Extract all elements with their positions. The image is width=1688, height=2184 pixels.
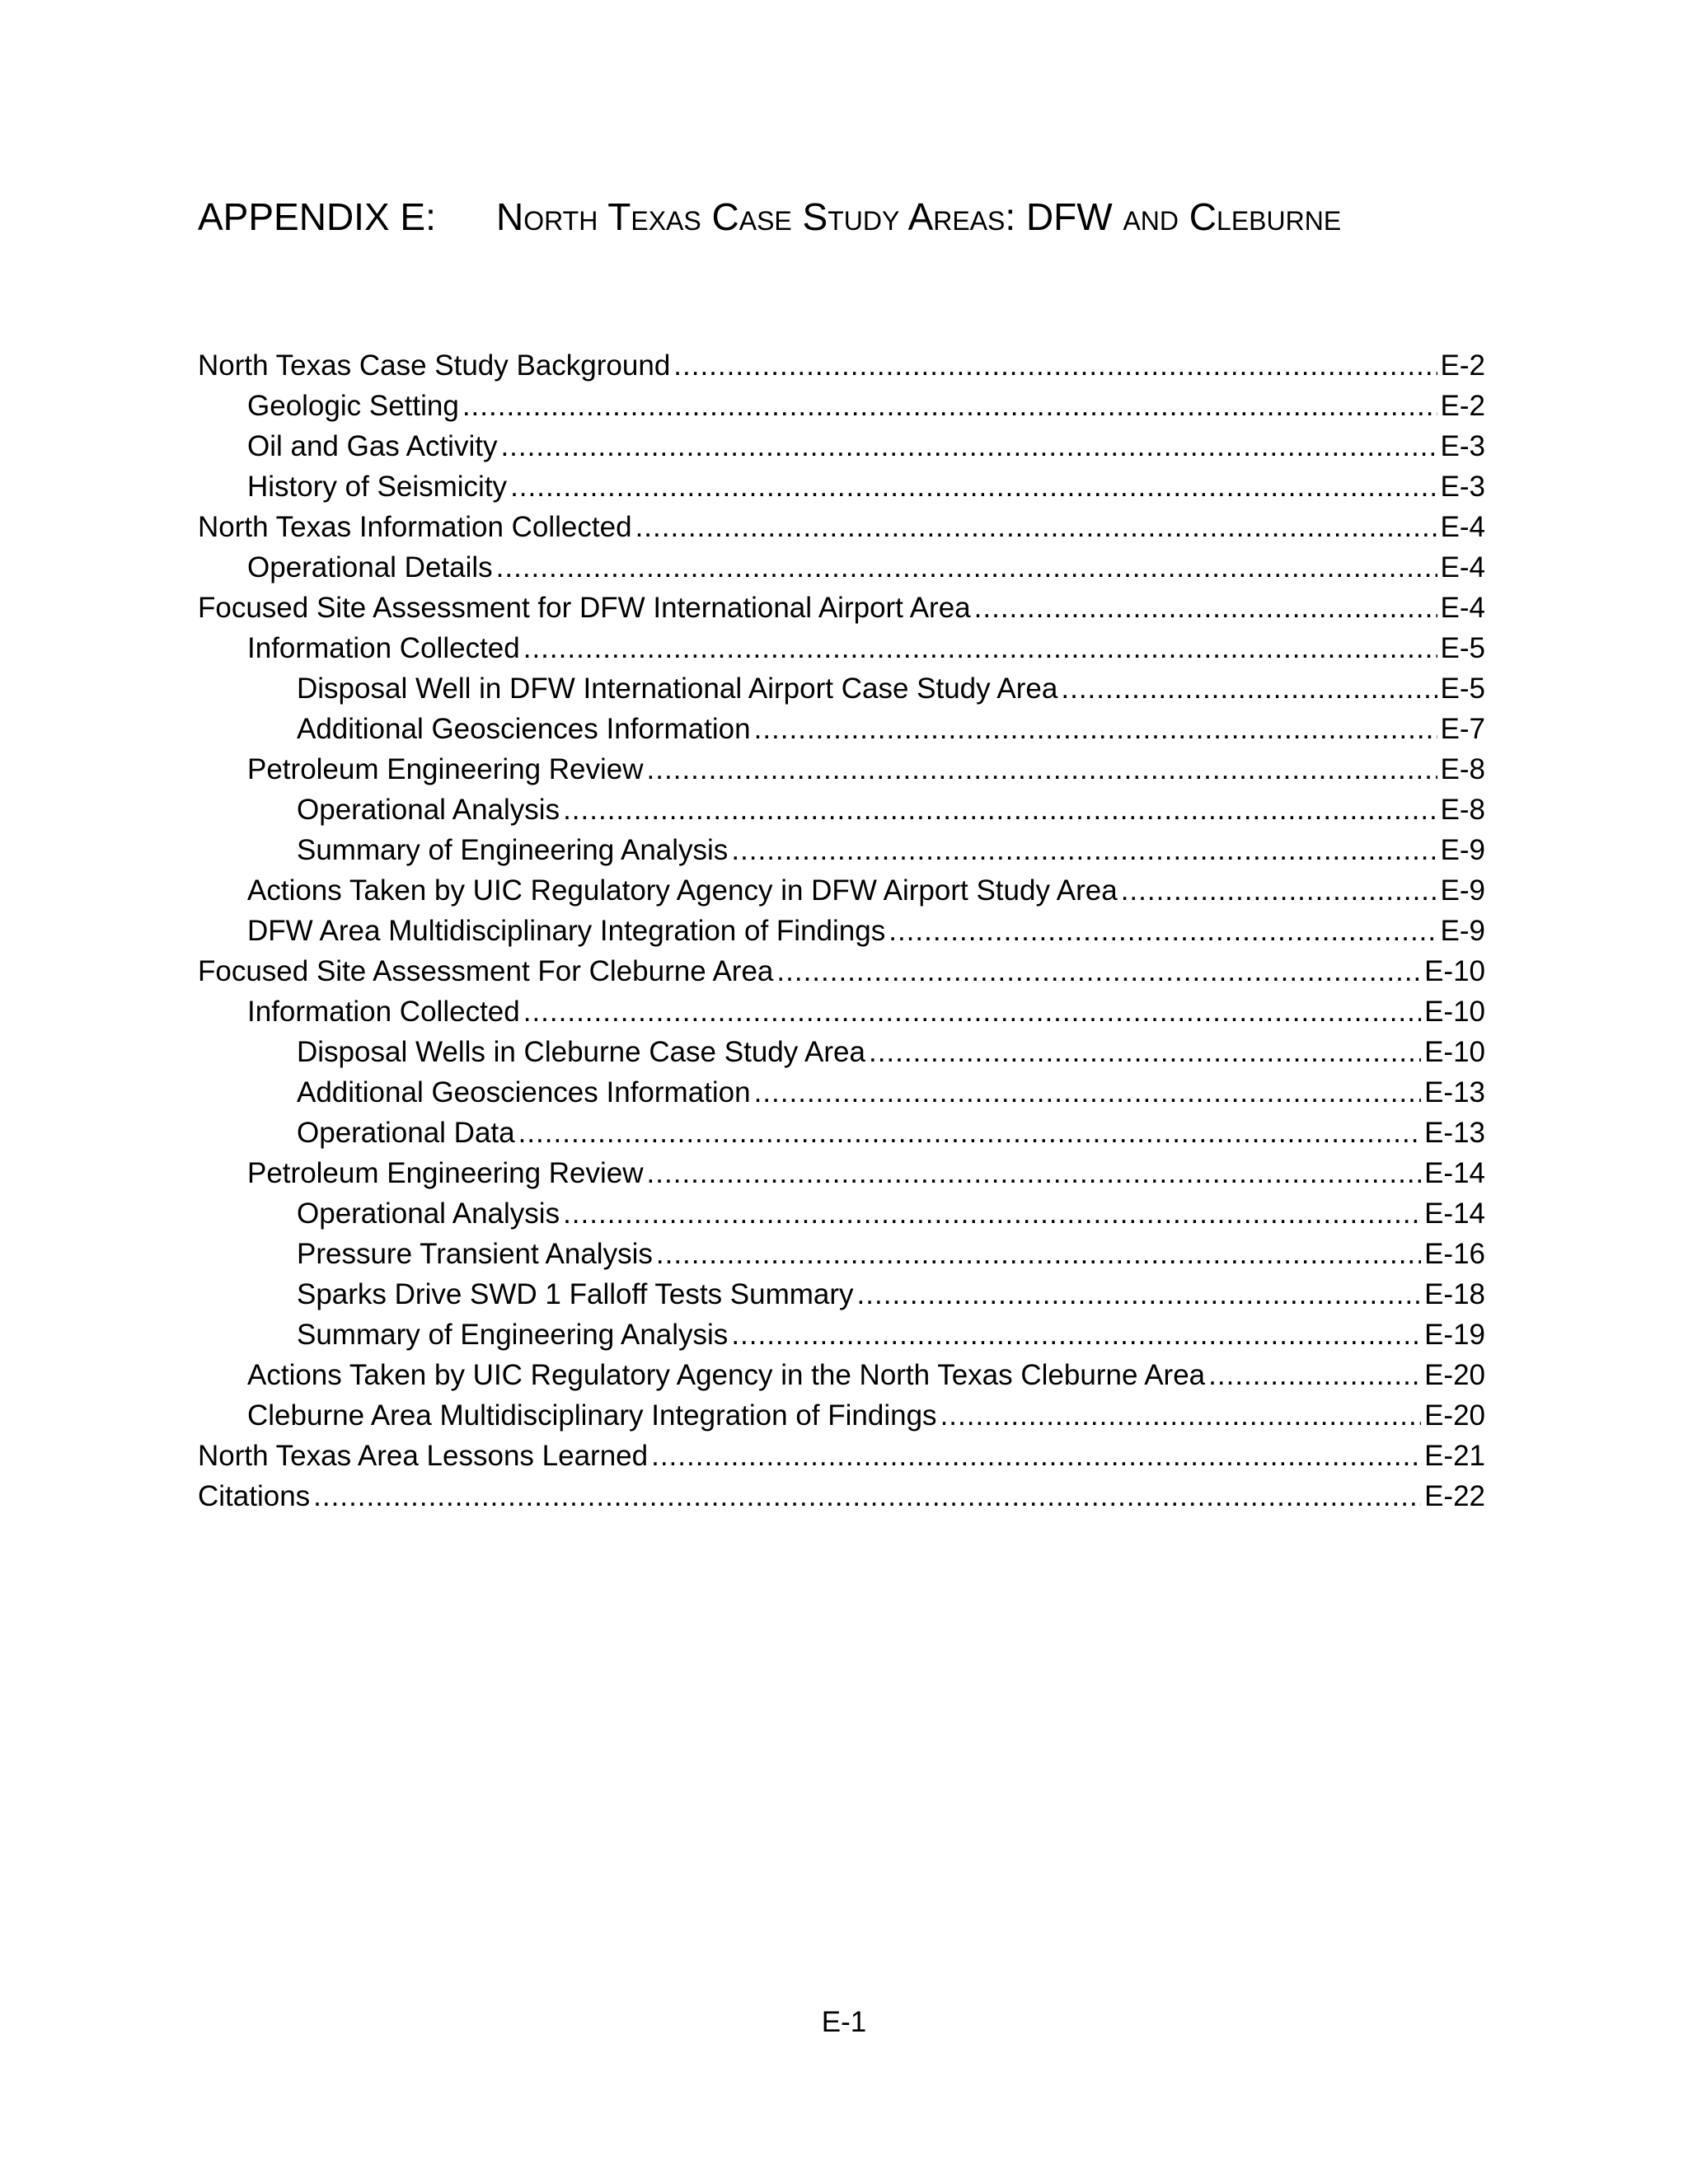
- toc-entry-page: E-2: [1440, 390, 1485, 422]
- toc-entry[interactable]: [198, 1032, 1485, 1072]
- page-number: E-1: [821, 2006, 867, 2038]
- toc-entry-title: Petroleum Engineering Review: [247, 753, 644, 785]
- toc-entry-title: North Texas Area Lessons Learned: [198, 1440, 649, 1472]
- toc-dot-leader: [500, 426, 1437, 466]
- toc-dot-leader: [647, 1153, 1422, 1193]
- toc-entry-page: E-2: [1440, 349, 1485, 382]
- toc-entry[interactable]: [198, 386, 1485, 426]
- toc-entry-page: E-20: [1424, 1359, 1485, 1391]
- toc-dot-leader: [563, 790, 1437, 830]
- toc-entry-title: Operational Analysis: [297, 794, 560, 826]
- toc-dot-leader: [754, 1072, 1421, 1113]
- toc-entry-title: Actions Taken by UIC Regulatory Agency in DFW Airport Study Area: [247, 874, 1118, 907]
- toc-entry[interactable]: [198, 1274, 1485, 1315]
- toc-entry-page: E-13: [1424, 1117, 1485, 1149]
- toc-dot-leader: [647, 749, 1437, 790]
- toc-entry[interactable]: [198, 547, 1485, 588]
- toc-entry-page: E-22: [1424, 1480, 1485, 1512]
- toc-entry-title: Summary of Engineering Analysis: [297, 1319, 729, 1351]
- toc-entry-page: E-7: [1440, 713, 1485, 745]
- toc-entry-page: E-4: [1440, 592, 1485, 624]
- toc-dot-leader: [731, 830, 1437, 870]
- toc-entry-title: Operational Analysis: [297, 1197, 560, 1230]
- toc-entry[interactable]: [198, 628, 1485, 668]
- toc-entry-page: E-9: [1440, 834, 1485, 866]
- toc-entry-title: Cleburne Area Multidisciplinary Integration of Findings: [247, 1399, 937, 1432]
- toc-entry-title: Focused Site Assessment For Cleburne Area: [198, 955, 774, 987]
- toc-entry[interactable]: [198, 1395, 1485, 1436]
- toc-entry[interactable]: [198, 1072, 1485, 1113]
- toc-entry-title: North Texas Case Study Background: [198, 349, 671, 382]
- toc-entry-page: E-3: [1440, 430, 1485, 462]
- toc-entry[interactable]: [198, 1234, 1485, 1274]
- table-of-contents: [198, 345, 1485, 1516]
- toc-entry-page: E-3: [1440, 471, 1485, 503]
- toc-entry-page: E-10: [1424, 955, 1485, 987]
- toc-entry[interactable]: [198, 668, 1485, 709]
- toc-dot-leader: [776, 951, 1421, 991]
- toc-entry-page: E-9: [1440, 874, 1485, 907]
- toc-entry[interactable]: [198, 790, 1485, 830]
- toc-entry-page: E-16: [1424, 1238, 1485, 1270]
- toc-entry-page: E-8: [1440, 753, 1485, 785]
- toc-entry-page: E-4: [1440, 511, 1485, 543]
- toc-entry-title: Information Collected: [247, 632, 520, 664]
- toc-dot-leader: [462, 386, 1437, 426]
- toc-dot-leader: [731, 1315, 1421, 1355]
- toc-entry-title: Actions Taken by UIC Regulatory Agency in the North Texas Cleburne Area: [247, 1359, 1206, 1391]
- toc-entry-page: E-18: [1424, 1278, 1485, 1310]
- toc-entry[interactable]: [198, 1193, 1485, 1234]
- toc-entry[interactable]: [198, 870, 1485, 911]
- toc-entry-page: E-14: [1424, 1197, 1485, 1230]
- toc-entry-page: E-21: [1424, 1440, 1485, 1472]
- toc-entry-title: North Texas Information Collected: [198, 511, 632, 543]
- toc-dot-leader: [1121, 870, 1437, 911]
- toc-dot-leader: [857, 1274, 1422, 1315]
- toc-entry[interactable]: [198, 466, 1485, 507]
- toc-dot-leader: [523, 991, 1421, 1032]
- toc-entry[interactable]: [198, 1476, 1485, 1516]
- toc-dot-leader: [1208, 1355, 1421, 1395]
- toc-entry[interactable]: [198, 588, 1485, 628]
- appendix-title: North Texas Case Study Areas: DFW and Cleburne: [496, 195, 1342, 238]
- toc-entry-title: Geologic Setting: [247, 390, 459, 422]
- toc-dot-leader: [869, 1032, 1421, 1072]
- toc-entry-title: Additional Geosciences Information: [297, 713, 751, 745]
- toc-entry-title: Disposal Wells in Cleburne Case Study Area: [297, 1036, 865, 1068]
- toc-entry[interactable]: [198, 749, 1485, 790]
- toc-entry-page: E-9: [1440, 915, 1485, 947]
- toc-entry-page: E-20: [1424, 1399, 1485, 1432]
- toc-entry-title: Oil and Gas Activity: [247, 430, 498, 462]
- toc-entry-title: Summary of Engineering Analysis: [297, 834, 729, 866]
- toc-entry-title: Petroleum Engineering Review: [247, 1157, 644, 1189]
- toc-entry-title: Additional Geosciences Information: [297, 1076, 751, 1108]
- toc-entry[interactable]: [198, 1315, 1485, 1355]
- toc-entry-page: E-4: [1440, 551, 1485, 583]
- toc-entry[interactable]: [198, 1436, 1485, 1476]
- toc-entry-page: E-14: [1424, 1157, 1485, 1189]
- toc-dot-leader: [1061, 668, 1437, 709]
- toc-entry[interactable]: [198, 991, 1485, 1032]
- toc-dot-leader: [563, 1193, 1421, 1234]
- appendix-label: APPENDIX E:: [198, 195, 436, 238]
- toc-entry-title: Pressure Transient Analysis: [297, 1238, 653, 1270]
- toc-dot-leader: [651, 1436, 1421, 1476]
- toc-dot-leader: [518, 1113, 1421, 1153]
- toc-dot-leader: [889, 911, 1437, 951]
- toc-dot-leader: [313, 1476, 1421, 1516]
- toc-entry[interactable]: [198, 507, 1485, 547]
- toc-dot-leader: [656, 1234, 1421, 1274]
- toc-entry-title: Sparks Drive SWD 1 Falloff Tests Summary: [297, 1278, 854, 1310]
- toc-dot-leader: [496, 547, 1437, 588]
- toc-dot-leader: [510, 466, 1437, 507]
- toc-entry-page: E-10: [1424, 996, 1485, 1028]
- toc-entry[interactable]: [198, 1113, 1485, 1153]
- toc-entry-title: Disposal Well in DFW International Airport Case Study Area: [297, 673, 1058, 705]
- toc-entry[interactable]: [198, 830, 1485, 870]
- toc-entry-page: E-8: [1440, 794, 1485, 826]
- toc-entry[interactable]: [198, 1355, 1485, 1395]
- toc-entry-page: E-10: [1424, 1036, 1485, 1068]
- toc-entry[interactable]: [198, 1153, 1485, 1193]
- toc-entry[interactable]: [198, 345, 1485, 386]
- toc-dot-leader: [940, 1395, 1422, 1436]
- toc-entry[interactable]: [198, 426, 1485, 466]
- toc-entry[interactable]: [198, 911, 1485, 951]
- toc-entry-title: Operational Data: [297, 1117, 515, 1149]
- toc-entry-title: Operational Details: [247, 551, 493, 583]
- toc-entry-page: E-19: [1424, 1319, 1485, 1351]
- toc-entry-title: Citations: [198, 1480, 311, 1512]
- toc-entry-title: DFW Area Multidisciplinary Integration of Findings: [247, 915, 886, 947]
- toc-dot-leader: [974, 588, 1437, 628]
- toc-dot-leader: [635, 507, 1437, 547]
- toc-dot-leader: [523, 628, 1437, 668]
- toc-dot-leader: [754, 709, 1437, 749]
- toc-entry-title: History of Seismicity: [247, 471, 508, 503]
- toc-entry[interactable]: [198, 951, 1485, 991]
- appendix-heading: [198, 195, 1342, 238]
- toc-dot-leader: [673, 345, 1437, 386]
- toc-entry-title: Information Collected: [247, 996, 520, 1028]
- toc-entry-title: Focused Site Assessment for DFW International Airport Area: [198, 592, 971, 624]
- toc-entry[interactable]: [198, 709, 1485, 749]
- toc-entry-page: E-5: [1440, 632, 1485, 664]
- toc-entry-page: E-5: [1440, 673, 1485, 705]
- toc-entry-page: E-13: [1424, 1076, 1485, 1108]
